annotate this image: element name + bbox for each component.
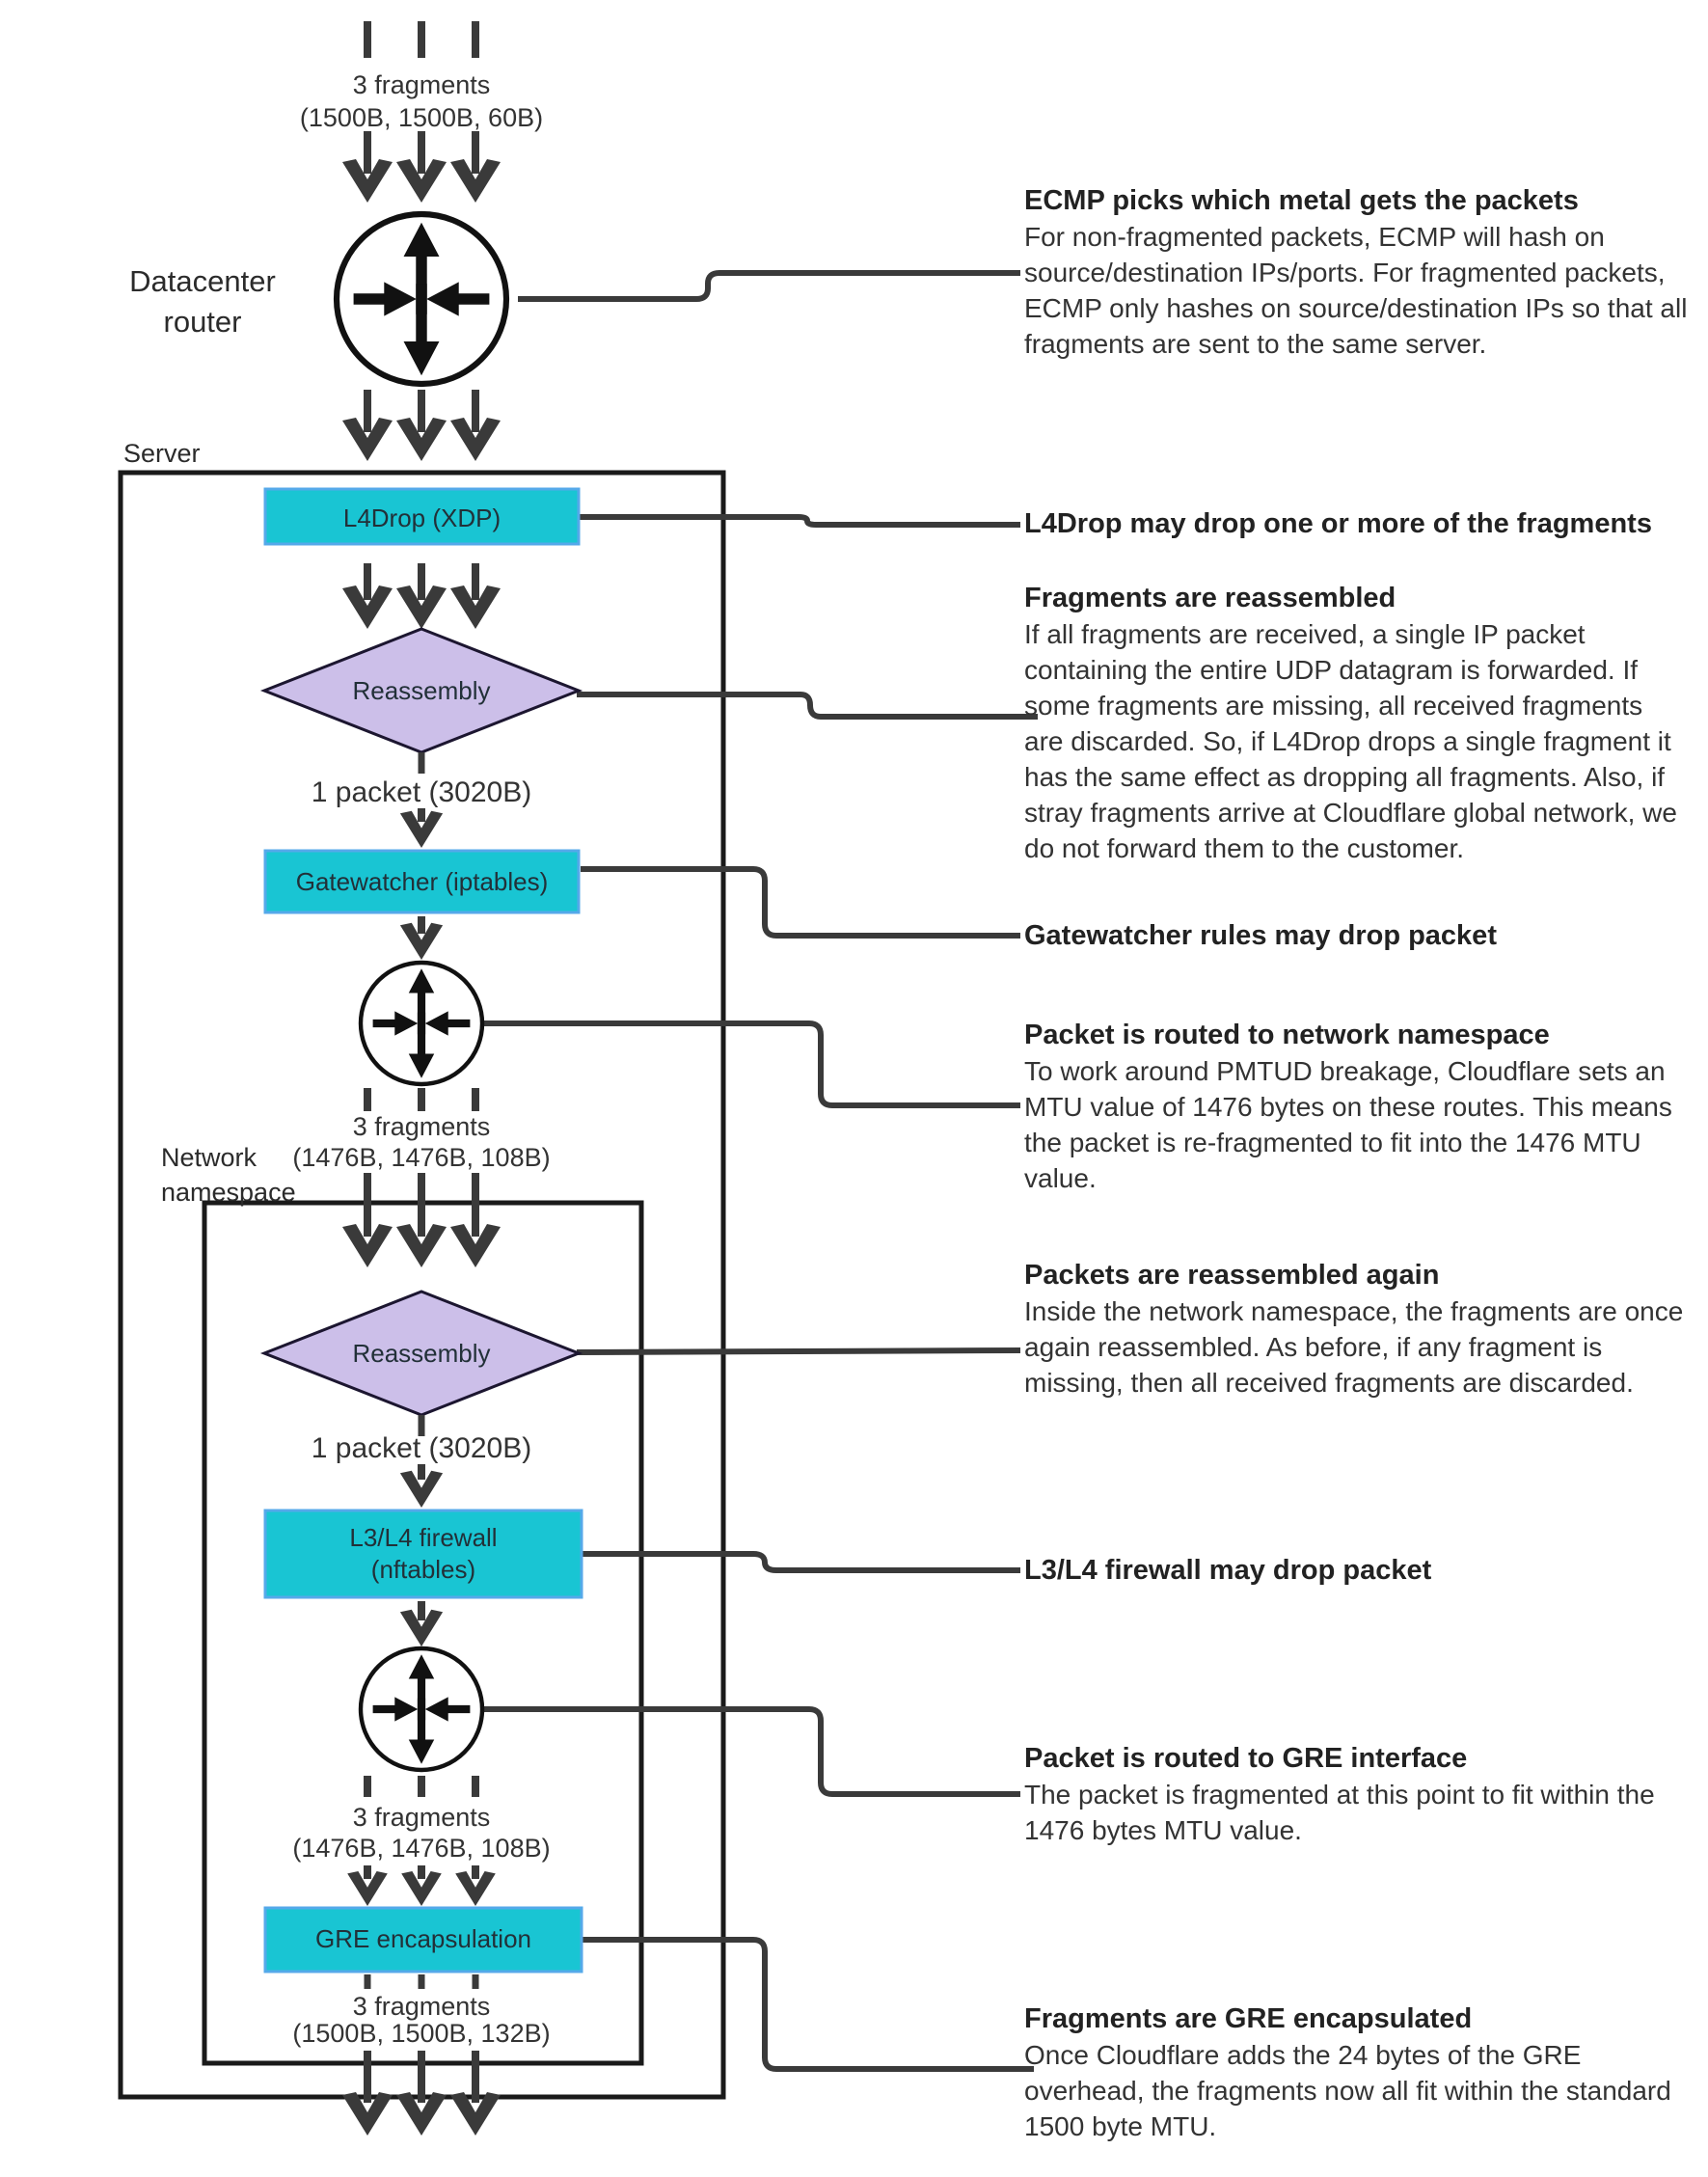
firewall-label-line1: L3/L4 firewall	[349, 1523, 498, 1552]
fragment-dashes-gre-in	[367, 1776, 475, 1797]
firewall-label-line2: (nftables)	[370, 1555, 476, 1584]
connector-gatewatcher	[581, 869, 1020, 936]
mid-fragments-sizes: (1476B, 1476B, 108B)	[292, 1143, 551, 1172]
annotation-title: L3/L4 firewall may drop packet	[1024, 1555, 1432, 1586]
mid-fragments-count: 3 fragments	[352, 1112, 491, 1141]
annotation-line: 1476 bytes MTU value.	[1024, 1815, 1302, 1845]
connector-reassembly1	[577, 694, 1038, 717]
datacenter-router-label	[58, 261, 347, 342]
gre-label: GRE encapsulation	[314, 1924, 532, 1953]
connector-l4drop	[579, 517, 1020, 525]
arrows-into-gre	[347, 1865, 496, 1906]
arrows-into-namespace	[342, 1173, 501, 1267]
annotation-reassembled	[1024, 581, 1699, 866]
datacenter-router-label-line2: router	[163, 305, 242, 339]
annotation-firewall	[1024, 1553, 1699, 1589]
annotation-title: Gatewatcher rules may drop packet	[1024, 920, 1497, 951]
annotation-title: Packet is routed to network namespace	[1024, 1020, 1550, 1050]
annotation-line: Once Cloudflare adds the 24 bytes of the GRE	[1024, 2040, 1582, 2070]
annotation-line: To work around PMTUD breakage, Cloudflare sets an	[1024, 1056, 1666, 1086]
annotation-title: L4Drop may drop one or more of the fragments	[1024, 508, 1652, 539]
annotation-gatewatcher	[1024, 918, 1699, 954]
arrows-into-server	[342, 390, 501, 461]
arrows-l4drop-to-reassembly	[342, 563, 501, 629]
annotation-line: MTU value of 1476 bytes on these routes. This means	[1024, 1092, 1672, 1122]
connector-firewall	[582, 1554, 1020, 1570]
gatewatcher-label: Gatewatcher (iptables)	[295, 867, 549, 896]
annotation-route-namespace	[1024, 1018, 1699, 1196]
arrow-gatewatcher-to-router	[400, 916, 443, 960]
datacenter-router-icon	[337, 214, 506, 384]
arrow-packet-to-gatewatcher	[400, 808, 443, 848]
reassembly1-label: Reassembly	[352, 676, 491, 705]
arrows-into-router	[342, 131, 501, 203]
l4drop-label: L4Drop (XDP)	[342, 503, 502, 532]
annotation-line: source/destination IPs/ports. For fragmented packets,	[1024, 258, 1666, 287]
top-fragments-sizes: (1500B, 1500B, 60B)	[299, 103, 544, 132]
gre-in-fragments-count: 3 fragments	[352, 1803, 491, 1832]
packet2-label: 1 packet (3020B)	[311, 1432, 532, 1464]
network-namespace-label	[161, 1140, 296, 1210]
annotation-line: has the same effect as dropping all fragments. Also, if	[1024, 762, 1666, 792]
annotation-line: If all fragments are received, a single IP packet	[1024, 619, 1586, 649]
bottom-fragments-sizes: (1500B, 1500B, 132B)	[292, 2019, 551, 2048]
annotation-title: Fragments are GRE encapsulated	[1024, 2003, 1473, 2034]
annotation-reassembled-again	[1024, 1258, 1699, 1401]
annotation-l4drop	[1024, 506, 1699, 542]
annotation-line: overhead, the fragments now all fit within the standard	[1024, 2076, 1671, 2106]
annotation-route-gre	[1024, 1741, 1699, 1848]
namespace-router-icon	[361, 1648, 482, 1770]
annotation-title: ECMP picks which metal gets the packets	[1024, 185, 1579, 216]
annotation-line: are discarded. So, if L4Drop drops a single fragment it	[1024, 726, 1671, 756]
fragment-dashes-top	[367, 21, 475, 58]
connector-ecmp	[518, 273, 1020, 299]
annotation-line: For non-fragmented packets, ECMP will hash on	[1024, 222, 1605, 252]
annotation-line: again reassembled. As before, if any fragment is	[1024, 1332, 1603, 1362]
annotation-line: value.	[1024, 1163, 1097, 1193]
connector-route-namespace	[483, 1023, 1020, 1105]
datacenter-router-label-line1: Datacenter	[129, 264, 276, 298]
fragment-dashes-mid	[367, 1088, 475, 1111]
annotation-line: missing, then all received fragments are discarded.	[1024, 1368, 1634, 1398]
annotation-title: Packets are reassembled again	[1024, 1260, 1440, 1291]
annotation-line: containing the entire UDP datagram is forwarded. If	[1024, 655, 1639, 685]
annotation-line: The packet is fragmented at this point to fit within the	[1024, 1780, 1655, 1810]
network-namespace-label-line1: Network	[161, 1143, 258, 1172]
fragment-dashes-bottom	[367, 1974, 475, 1989]
annotation-line: fragments are sent to the same server.	[1024, 329, 1487, 359]
network-namespace-label-line2: namespace	[161, 1178, 296, 1207]
annotation-line: 1500 byte MTU.	[1024, 2111, 1217, 2141]
connector-gre	[582, 1940, 1034, 2069]
annotation-ecmp	[1024, 183, 1699, 362]
connector-reassembly2	[577, 1350, 1020, 1352]
annotation-gre-encapsulated	[1024, 2001, 1699, 2144]
server-router-icon	[361, 963, 482, 1084]
reassembly2-label: Reassembly	[352, 1339, 491, 1368]
firewall-label	[265, 1522, 582, 1586]
annotation-line: stray fragments arrive at Cloudflare global network, we	[1024, 798, 1677, 828]
annotation-title: Fragments are reassembled	[1024, 583, 1396, 613]
annotation-line: ECMP only hashes on source/destination IPs so that all	[1024, 293, 1688, 323]
arrows-out-of-server	[342, 2051, 501, 2136]
server-label: Server	[123, 439, 201, 468]
packet1-label: 1 packet (3020B)	[311, 776, 532, 808]
annotation-line: Inside the network namespace, the fragments are once	[1024, 1296, 1684, 1326]
top-fragments-count: 3 fragments	[352, 70, 491, 99]
bottom-fragments-count: 3 fragments	[352, 1992, 491, 2021]
annotation-line: some fragments are missing, all received fragments	[1024, 691, 1643, 721]
connector-route-gre	[483, 1709, 1020, 1794]
arrow-packet-to-firewall	[400, 1464, 443, 1508]
annotation-line: do not forward them to the customer.	[1024, 833, 1465, 863]
arrow-firewall-to-router	[400, 1601, 443, 1646]
gre-in-fragments-sizes: (1476B, 1476B, 108B)	[292, 1834, 551, 1863]
annotation-line: the packet is re-fragmented to fit into the 1476 MTU	[1024, 1128, 1641, 1157]
annotation-title: Packet is routed to GRE interface	[1024, 1743, 1468, 1774]
